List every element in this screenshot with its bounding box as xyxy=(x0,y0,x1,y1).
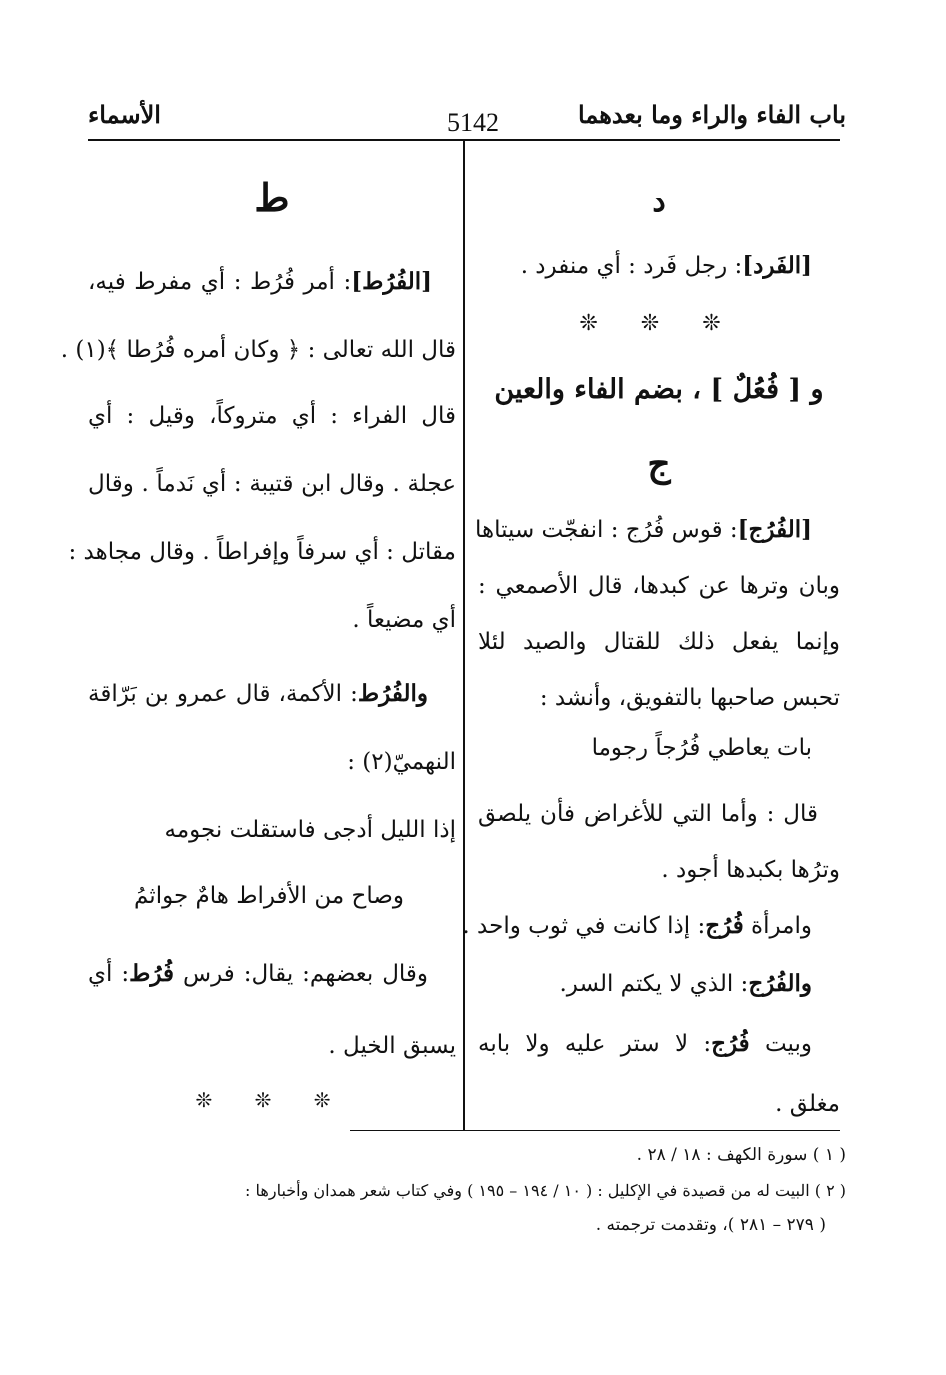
entry-imraa xyxy=(462,908,840,944)
text-line: قال : وأما التي للأغراض فأن يلصق xyxy=(478,801,818,827)
separator-stars: ❊ ❊ ❊ xyxy=(195,1088,349,1112)
text-line: مقاتل : أي سرفاً وإفراطاً . وقال مجاهد : xyxy=(68,539,456,565)
entry-definition: : لا ستر عليه ولا بابه xyxy=(478,1031,712,1057)
running-head-section: الأسماء xyxy=(88,100,161,129)
entry-definition: : أمر فُرُط : أي مفرط فيه، xyxy=(88,269,352,295)
entry-definition: : إذا كانت في ثوب واحد . xyxy=(462,913,706,939)
footnote-rule xyxy=(350,1130,840,1131)
entry-akama xyxy=(88,676,456,712)
entry-term: فُرُج xyxy=(711,1030,750,1057)
text-line: وبان وترها عن كبدها، قال الأصمعي : xyxy=(478,573,840,599)
footnote-1: ( ١ ) سورة الكهف : ١٨ / ٢٨ . xyxy=(636,1145,846,1165)
entry-definition: : قوس فُرُج : انفجّت سيتاها xyxy=(474,517,738,543)
entry-prefix: وامرأة xyxy=(751,913,812,939)
verse-line: وصاح من الأفراط هامٌ جواثمُ xyxy=(134,883,404,909)
text-line: قال الفراء : أي متروكاً، وقيل : أي xyxy=(88,403,456,429)
letter-heading-j: ج xyxy=(647,443,671,485)
entry-definition: : أي xyxy=(88,961,130,987)
footnote-2: ( ٢ ) البيت له من قصيدة في الإكليل : ( ١٠ / ١٩٤ – ١٩٥ ) وفي كتاب شعر همدان وأخبارها : xyxy=(245,1181,846,1200)
text-line: قال الله تعالى : ﴿ وكان أمره فُرُطا ﴾(١) . xyxy=(60,337,456,363)
entry-furut xyxy=(88,264,456,300)
verse-line: بات يعاطي فُرُجاً رجوما xyxy=(591,735,812,761)
text-line: يسبق الخيل . xyxy=(328,1033,456,1059)
entry-term: [الفَرد] xyxy=(742,252,812,279)
text-line: وإنما يفعل ذلك للقتال والصيد لئلا xyxy=(478,629,840,655)
entry-term: والفُرُج xyxy=(748,970,812,997)
entry-term: والفُرُط xyxy=(357,680,428,707)
entry-prefix: وقال بعضهم: يقال: فرس xyxy=(183,961,429,987)
verse-line: إذا الليل أدجى فاستقلت نجومه xyxy=(164,817,456,843)
text-line: النهميّ(٢) : xyxy=(347,749,456,775)
entry-term: [الفُرُج] xyxy=(737,516,812,543)
entry-furuj xyxy=(474,512,840,548)
text-line: مغلق . xyxy=(775,1091,840,1117)
page-number: 5142 xyxy=(447,108,499,137)
entry-faras xyxy=(88,956,456,992)
entry-definition: : الذي لا يكتم السر. xyxy=(559,971,749,997)
entry-prefix: وبيت xyxy=(764,1031,812,1057)
column-divider xyxy=(463,140,465,1130)
separator-stars: ❊ ❊ ❊ xyxy=(579,311,739,336)
entry-definition: : الأكمة، قال عمرو بن بَرّاقة xyxy=(88,681,358,707)
text-line: أي مضيعاً . xyxy=(352,607,456,633)
text-line: عجلة . وقال ابن قتيبة : أي نَدماً . وقال xyxy=(88,471,456,497)
entry-term: [الفُرُط] xyxy=(351,268,432,295)
entry-term: فُرُط xyxy=(129,960,175,987)
entry-term: فُرُج xyxy=(705,912,744,939)
entry-furuj-2 xyxy=(478,966,840,1002)
running-head-title: باب الفاء والراء وما بعدهما xyxy=(578,100,846,129)
entry-fard xyxy=(478,248,840,284)
text-line: تحبس صاحبها بالتفويق، وأنشد : xyxy=(539,685,840,711)
letter-heading-t: ط xyxy=(254,175,290,220)
entry-definition: : رجل فَرد : أي منفرد . xyxy=(520,253,743,279)
footnote-2-continued: ( ٢٧٩ – ٢٨١ )، وتقدمت ترجمته . xyxy=(595,1215,826,1235)
letter-heading-d: د xyxy=(652,184,666,219)
section-title: و [ فُعُلٌ ] ، بضم الفاء والعين xyxy=(494,374,824,405)
text-line: وترُها بكبدها أجود . xyxy=(661,857,840,883)
entry-bayt xyxy=(478,1026,840,1062)
